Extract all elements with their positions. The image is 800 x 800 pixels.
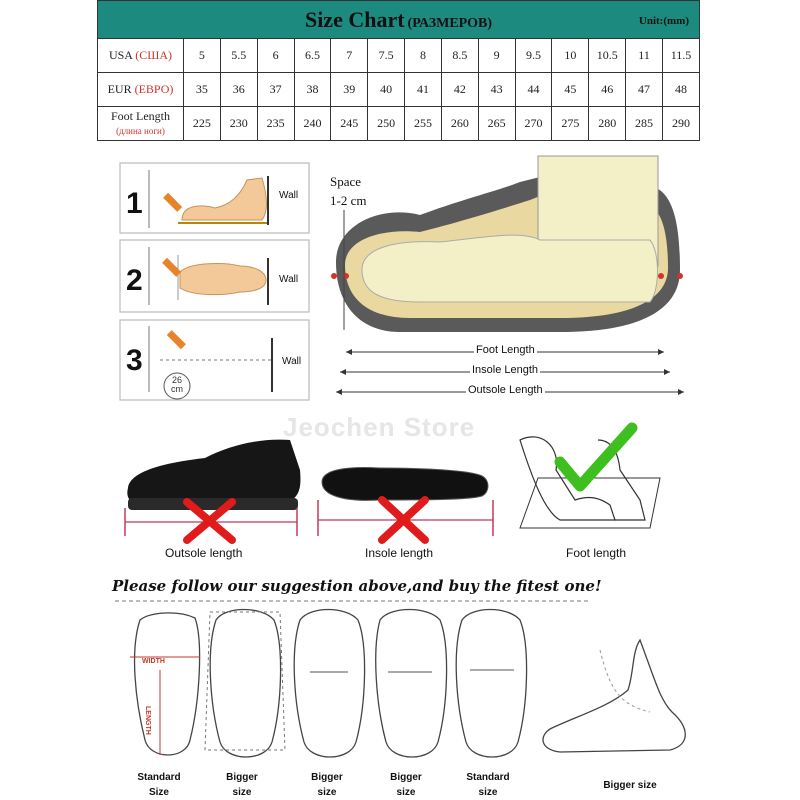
size-cell: 44 [515,73,552,107]
foot-outline-4 [376,610,447,758]
size-cell: 11 [626,39,663,73]
width-label: WIDTH [142,658,165,665]
size-cell: 37 [257,73,294,107]
wall-label: Wall [282,356,302,367]
size-cell: 250 [368,107,405,141]
size-cell: 260 [441,107,478,141]
comparison-caption: Outsole length [165,546,243,560]
fit-caption: Bigger size [226,772,258,798]
size-cell: 9.5 [515,39,552,73]
foot-outline-1 [130,613,200,755]
size-cell: 7 [331,39,368,73]
size-cell: 9 [478,39,515,73]
size-cell: 36 [220,73,257,107]
size-cell: 290 [662,107,699,141]
fit-caption: Bigger size [390,772,422,798]
ruler-reading: 26 cm [171,375,183,394]
step-number: 3 [126,344,143,377]
length-label: LENGTH [144,706,151,735]
size-cell: 7.5 [368,39,405,73]
fit-caption: Standard Size [137,772,181,798]
foot-length-label: Foot Length [476,344,535,356]
size-cell: 38 [294,73,331,107]
size-cell: 45 [552,73,589,107]
check-mark-icon [560,428,632,486]
space-value: 1-2 cm [330,193,367,208]
foot-outline-3 [294,610,364,758]
store-watermark: Jeochen Store [283,412,476,442]
size-row-header: EUR (ЕВРО) [98,73,184,107]
size-cell: 280 [589,107,626,141]
step-number: 1 [126,187,143,220]
size-cell: 225 [184,107,221,141]
size-cell: 240 [294,107,331,141]
foot-outline-2 [205,610,285,758]
size-cell: 48 [662,73,699,107]
space-label: Space [330,174,362,189]
size-chart-title-ru: (РАЗМЕРОВ) [407,15,493,31]
size-cell: 40 [368,73,405,107]
size-cell: 8.5 [441,39,478,73]
size-cell: 6 [257,39,294,73]
size-cell: 39 [331,73,368,107]
shoe-cross-section [331,156,684,395]
measure-step-3 [120,320,309,400]
size-cell: 255 [405,107,442,141]
size-cell: 6.5 [294,39,331,73]
size-cell: 35 [184,73,221,107]
fit-caption: Bigger size [311,772,343,798]
step-number: 2 [126,264,143,297]
size-cell: 285 [626,107,663,141]
size-cell: 8 [405,39,442,73]
insole-length-label: Insole Length [472,364,539,376]
size-row-header: Foot Length (длина ноги) [98,107,184,141]
size-cell: 47 [626,73,663,107]
size-cell: 230 [220,107,257,141]
comparison-caption: Foot length [566,546,627,560]
comparison-caption: Insole length [365,546,434,560]
outsole-length-label: Outsole Length [468,384,543,396]
suggestion-text: Please follow our suggestion above,and buy the fitest one! [112,577,602,595]
size-cell: 270 [515,107,552,141]
wall-label: Wall [279,274,299,285]
size-cell: 235 [257,107,294,141]
size-cell: 42 [441,73,478,107]
side-foot-outline [543,640,685,752]
size-cell: 10.5 [589,39,626,73]
size-cell: 11.5 [662,39,699,73]
fit-caption: Standard size [466,772,510,798]
side-fit-caption: Bigger size [603,780,657,791]
size-cell: 5.5 [220,39,257,73]
size-cell: 10 [552,39,589,73]
size-cell: 275 [552,107,589,141]
foot-outline-5 [456,610,526,758]
size-cell: 43 [478,73,515,107]
wall-label: Wall [279,190,299,201]
size-cell: 5 [184,39,221,73]
size-cell: 46 [589,73,626,107]
size-row-header: USA (США) [98,39,184,73]
size-cell: 265 [478,107,515,141]
size-chart-unit: Unit:(mm) [638,15,689,27]
size-cell: 245 [331,107,368,141]
size-chart-title: Size Chart [304,6,405,32]
size-cell: 41 [405,73,442,107]
